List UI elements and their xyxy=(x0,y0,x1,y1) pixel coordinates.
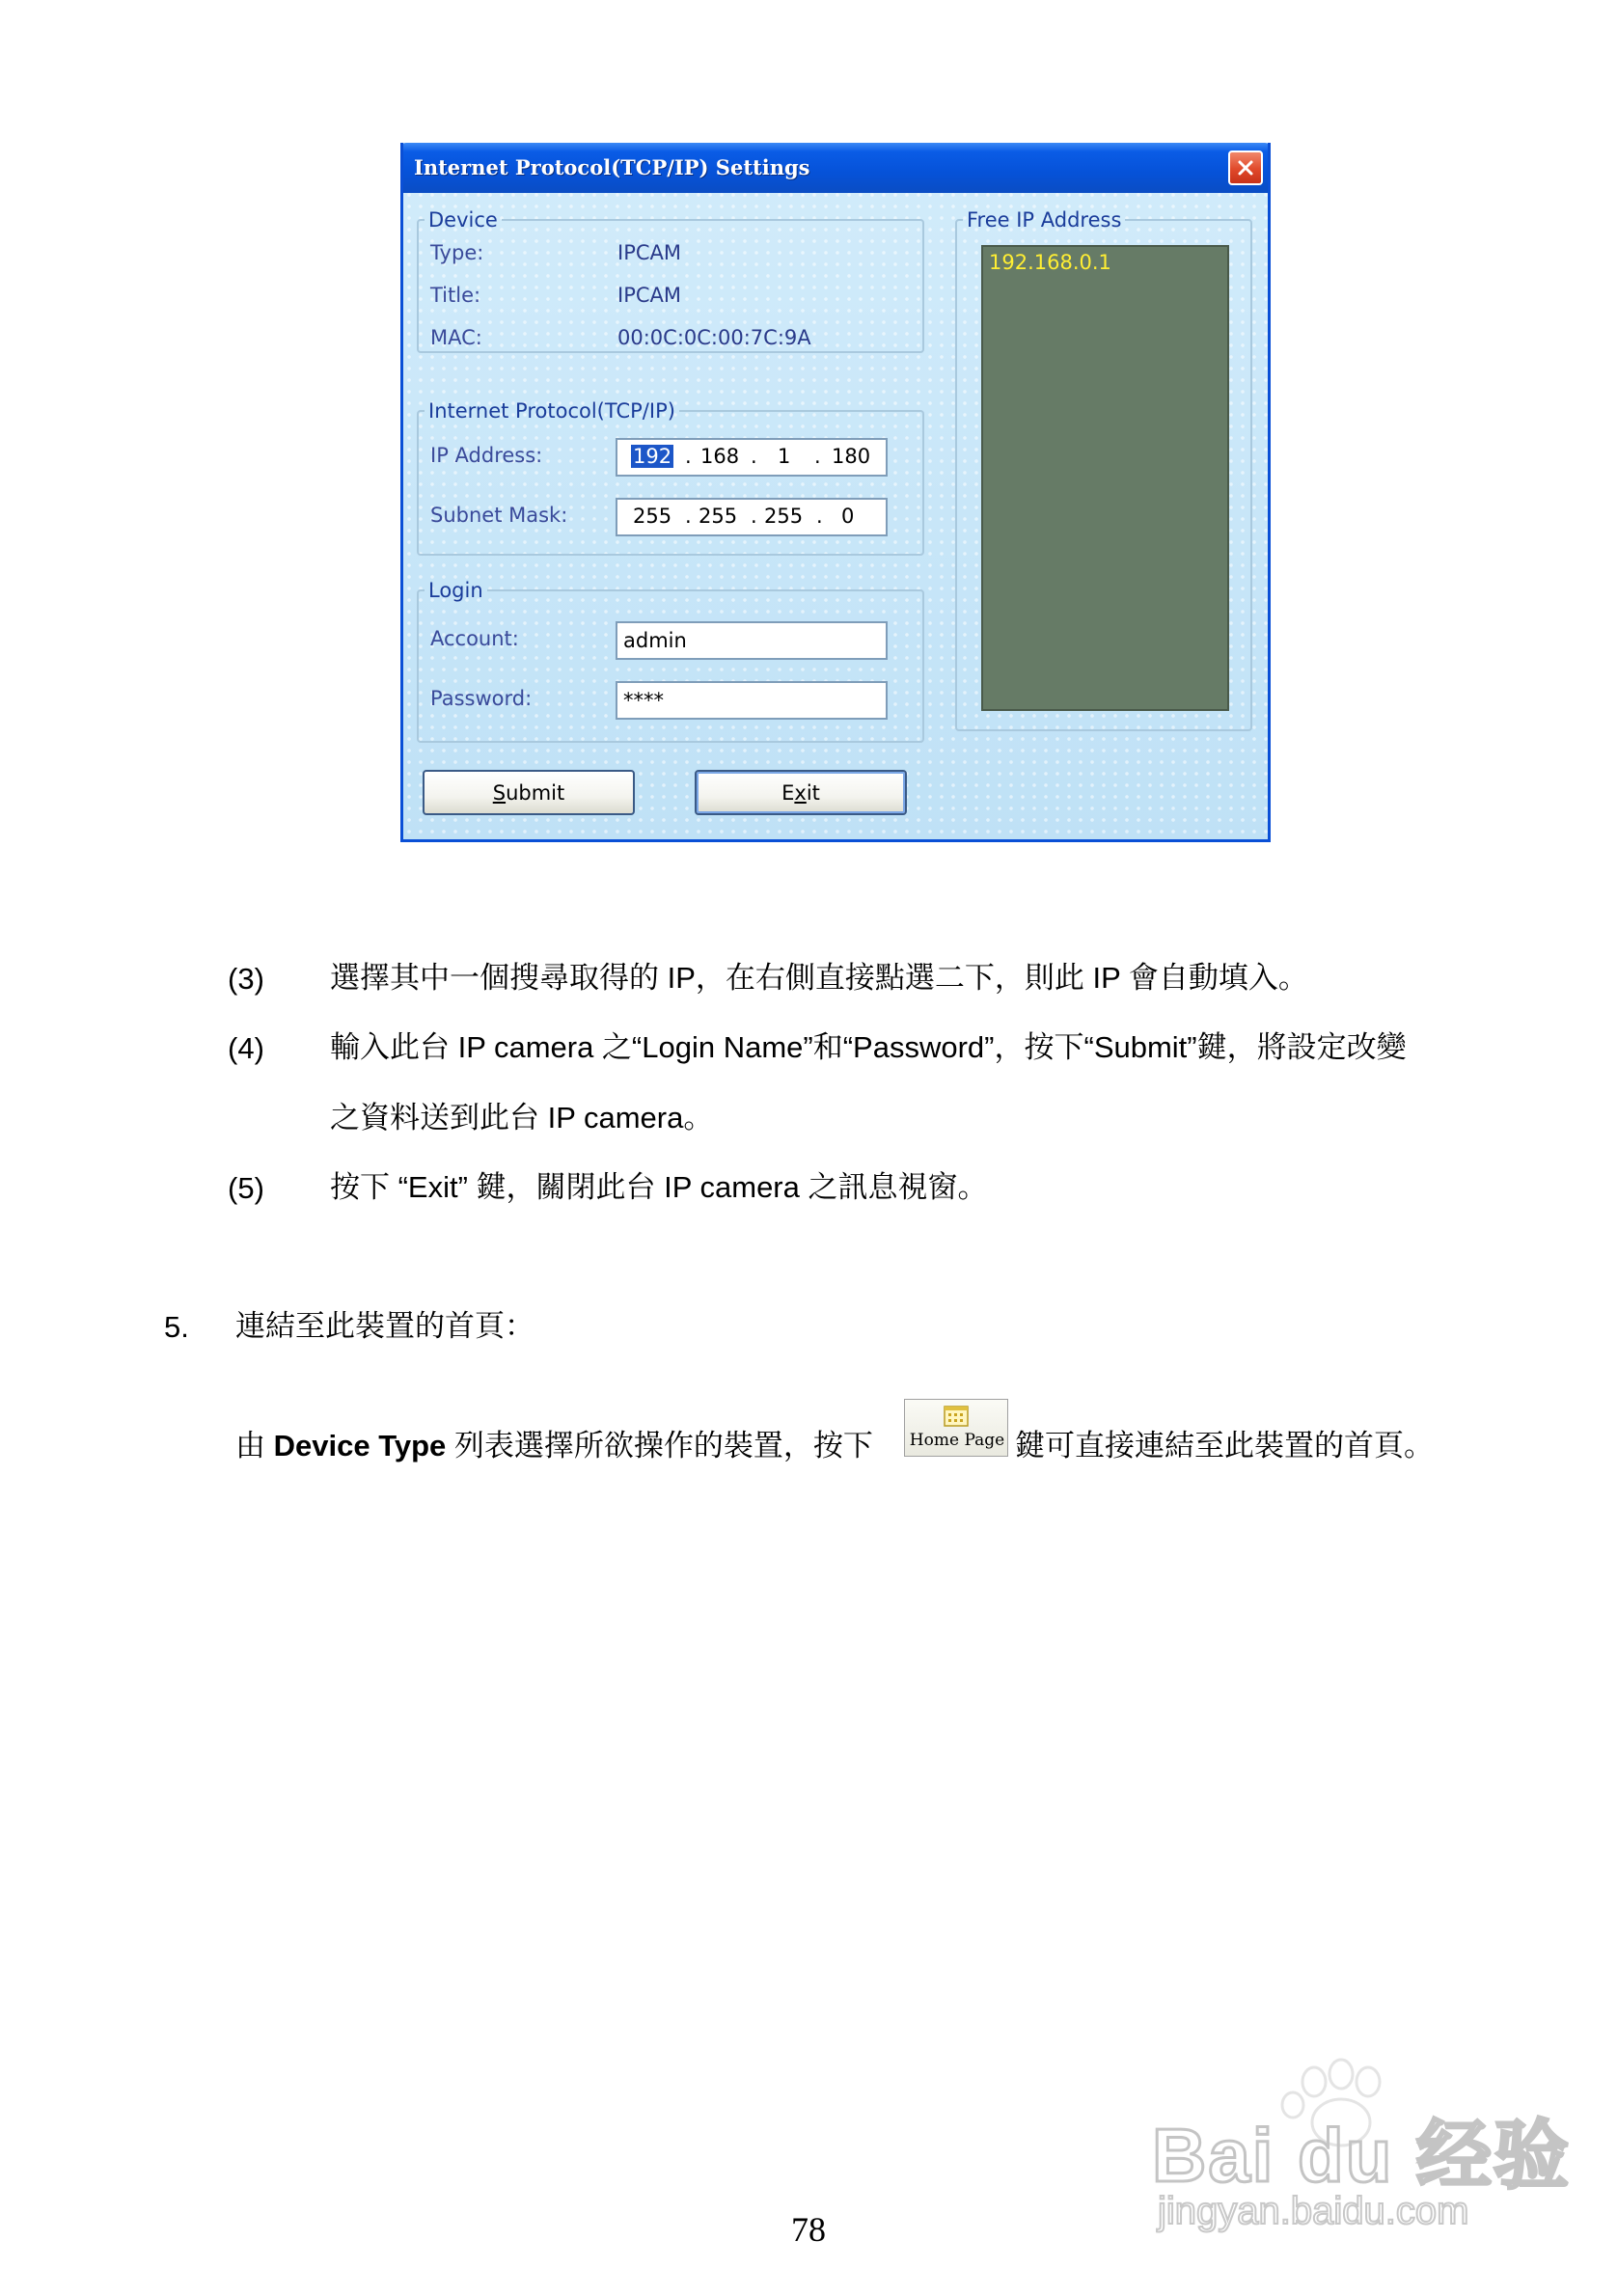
close-icon xyxy=(1237,159,1254,177)
password-label: Password: xyxy=(430,687,533,710)
dialog-title: Internet Protocol(TCP/IP) Settings xyxy=(414,155,810,179)
free-ip-group-legend: Free IP Address xyxy=(967,208,1122,232)
dialog-titlebar[interactable] xyxy=(400,143,1271,193)
section-number: 5. xyxy=(164,1310,189,1344)
ip-octet-4[interactable]: 180 xyxy=(832,445,871,468)
mask-dot: . xyxy=(685,505,692,528)
ip-dot: . xyxy=(685,445,692,468)
mask-dot: . xyxy=(751,505,757,528)
step-number: (4) xyxy=(228,1031,264,1065)
section-body-line-end: 鍵可直接連結至此裝置的首頁。 xyxy=(1015,1429,1434,1462)
close-button[interactable] xyxy=(1228,150,1263,185)
tcpip-group-legend: Internet Protocol(TCP/IP) xyxy=(428,399,675,423)
title-label: Title: xyxy=(430,284,481,307)
ip-address-label: IP Address: xyxy=(430,444,543,467)
password-value: **** xyxy=(623,689,664,712)
ip-dot: . xyxy=(751,445,757,468)
ip-address-field[interactable] xyxy=(616,438,888,477)
home-page-icon xyxy=(944,1406,969,1427)
account-value: admin xyxy=(623,629,687,652)
account-field[interactable] xyxy=(616,621,888,660)
section-body-line xyxy=(235,1428,873,1463)
body-text-pre: 由 xyxy=(235,1429,274,1462)
password-field[interactable] xyxy=(616,681,888,720)
step-number: (3) xyxy=(228,962,264,996)
type-value: IPCAM xyxy=(617,241,682,264)
mac-label: MAC: xyxy=(430,326,482,349)
exit-label-post: it xyxy=(806,780,820,805)
step-number: (5) xyxy=(228,1171,264,1205)
page-number: 78 xyxy=(791,2210,826,2249)
ip-octet-2[interactable]: 168 xyxy=(700,445,740,468)
device-group-legend: Device xyxy=(428,208,498,232)
section-title: 連結至此裝置的首頁： xyxy=(235,1309,534,1343)
step-text-continued: 之資料送到此台 IP camera。 xyxy=(330,1101,714,1134)
step-text: 按下 “Exit” 鍵，關閉此台 IP camera 之訊息視窗。 xyxy=(330,1170,988,1204)
mask-octet-2[interactable]: 255 xyxy=(699,505,738,528)
step-text: 選擇其中一個搜尋取得的 IP，在右側直接點選二下，則此 IP 會自動填入。 xyxy=(330,961,1308,995)
mask-octet-3[interactable]: 255 xyxy=(764,505,804,528)
submit-label-mnemonic: S xyxy=(492,780,507,805)
tcpip-settings-dialog xyxy=(400,143,1271,842)
subnet-mask-label: Subnet Mask: xyxy=(430,504,568,527)
subnet-mask-field[interactable] xyxy=(616,498,888,536)
home-page-label: Home Page xyxy=(909,1431,1005,1450)
watermark-brand: Bai du 经验 xyxy=(1152,2113,1572,2198)
login-group-legend: Login xyxy=(428,579,483,602)
free-ip-item[interactable]: 192.168.0.1 xyxy=(989,251,1111,274)
mask-dot: . xyxy=(816,505,823,528)
body-text-mid: 列表選擇所欲操作的裝置，按下 xyxy=(446,1429,873,1462)
type-label: Type: xyxy=(430,241,484,264)
mask-octet-4[interactable]: 0 xyxy=(841,505,855,528)
account-label: Account: xyxy=(430,627,519,650)
watermark-url: jingyan.baidu.com xyxy=(1158,2190,1469,2232)
device-type-term: Device Type xyxy=(273,1429,447,1462)
title-value: IPCAM xyxy=(617,284,682,307)
mac-value: 00:0C:0C:00:7C:9A xyxy=(617,326,811,349)
step-text: 輸入此台 IP camera 之“Login Name”和“Password”，按下“Submit”鍵，將設定改變 xyxy=(330,1030,1407,1064)
submit-label-post: ubmit xyxy=(506,780,565,805)
exit-label-pre: E xyxy=(781,780,795,805)
submit-button[interactable] xyxy=(423,770,635,815)
exit-label-mnemonic: x xyxy=(794,780,807,805)
free-ip-list[interactable] xyxy=(981,245,1229,711)
home-page-button[interactable] xyxy=(904,1399,1008,1457)
exit-button[interactable] xyxy=(695,770,907,815)
exit-label xyxy=(781,781,820,805)
ip-octet-1[interactable]: 192 xyxy=(633,445,672,468)
submit-label xyxy=(493,781,565,805)
ip-octet-3[interactable]: 1 xyxy=(778,445,791,468)
ip-dot: . xyxy=(814,445,821,468)
mask-octet-1[interactable]: 255 xyxy=(633,505,672,528)
